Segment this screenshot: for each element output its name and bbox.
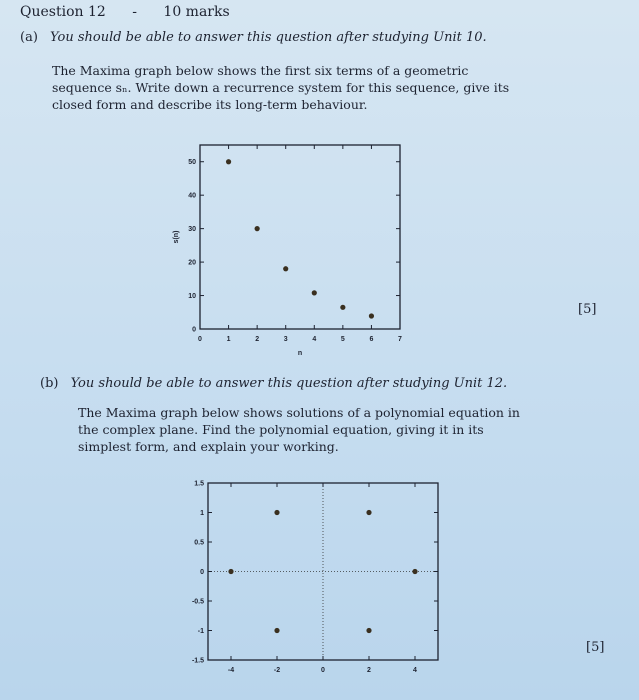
data-point — [366, 628, 371, 633]
data-point — [226, 159, 231, 164]
part-a-marks: [5] — [578, 302, 597, 317]
x-tick-label: 0 — [198, 336, 202, 343]
data-point — [274, 628, 279, 633]
question-header — [20, 4, 230, 20]
x-tick-label: -4 — [227, 667, 235, 674]
question-number: Question 12 — [20, 4, 106, 20]
x-tick-label: 7 — [398, 336, 402, 343]
x-tick-label: 2 — [255, 336, 260, 343]
complex-roots-chart — [180, 475, 450, 700]
part-a-line: The Maxima graph below shows the first six terms of a geometric — [52, 63, 469, 78]
part-a-label: (a) — [20, 30, 38, 45]
x-tick-label: 4 — [312, 336, 317, 343]
y-tick-label: 0 — [192, 326, 196, 334]
part-b-line: simplest form, and explain your working. — [78, 439, 339, 454]
data-point — [228, 569, 233, 574]
y-tick-label: 20 — [188, 259, 196, 267]
x-tick-label: 3 — [283, 336, 288, 343]
data-point — [412, 569, 417, 574]
part-b-text — [78, 404, 598, 455]
y-tick-label: -1.5 — [191, 657, 204, 665]
part-a-text — [52, 62, 572, 113]
x-tick-label: 1 — [226, 336, 231, 343]
y-tick-label: 1.5 — [194, 480, 204, 488]
x-tick-label: 5 — [340, 336, 345, 343]
y-tick-label: 0 — [200, 569, 204, 576]
x-tick-label: 2 — [367, 667, 371, 674]
y-tick-label: 40 — [188, 192, 196, 200]
y-tick-label: 0.5 — [194, 539, 204, 547]
part-b-marks: [5] — [586, 640, 605, 655]
part-a-instruction-line — [20, 30, 487, 45]
y-tick-label: -1 — [197, 628, 204, 635]
part-b-label: (b) — [40, 376, 59, 391]
data-point — [255, 226, 260, 231]
data-point — [340, 305, 345, 310]
y-tick-label: -0.5 — [191, 598, 204, 606]
data-point — [274, 510, 279, 515]
data-point — [312, 290, 317, 295]
data-point — [369, 313, 374, 318]
part-b-instruction-line — [40, 376, 507, 391]
part-b-line: The Maxima graph below shows solutions of a polynomial equation in — [78, 405, 520, 420]
part-b-line: the complex plane. Find the polynomial equation, giving it in its — [78, 422, 484, 437]
y-tick-label: 30 — [188, 226, 196, 234]
x-tick-label: -2 — [273, 667, 281, 674]
y-tick-label: 1 — [200, 510, 204, 517]
data-point — [366, 510, 371, 515]
part-a-line: sequence sₙ. Write down a recurrence system for this sequence, give its — [52, 80, 510, 95]
y-tick-label: 10 — [188, 293, 196, 301]
x-tick-label: 0 — [321, 667, 325, 674]
plot-frame — [200, 145, 400, 329]
y-tick-label: 50 — [188, 159, 196, 167]
x-tick-label: 6 — [369, 336, 374, 343]
part-a-line: closed form and describe its long-term behaviour. — [52, 97, 368, 112]
data-point — [283, 266, 288, 271]
y-axis-label: s(n) — [173, 230, 180, 244]
question-marks: 10 marks — [163, 4, 230, 20]
x-axis-label: n — [297, 350, 303, 357]
x-tick-label: 4 — [413, 667, 417, 674]
part-b-instruction: You should be able to answer this question after studying Unit 12. — [70, 376, 508, 391]
geometric-sequence-chart — [160, 140, 420, 370]
part-a-instruction: You should be able to answer this question after studying Unit 10. — [50, 30, 487, 45]
header-dash: - — [132, 4, 137, 20]
